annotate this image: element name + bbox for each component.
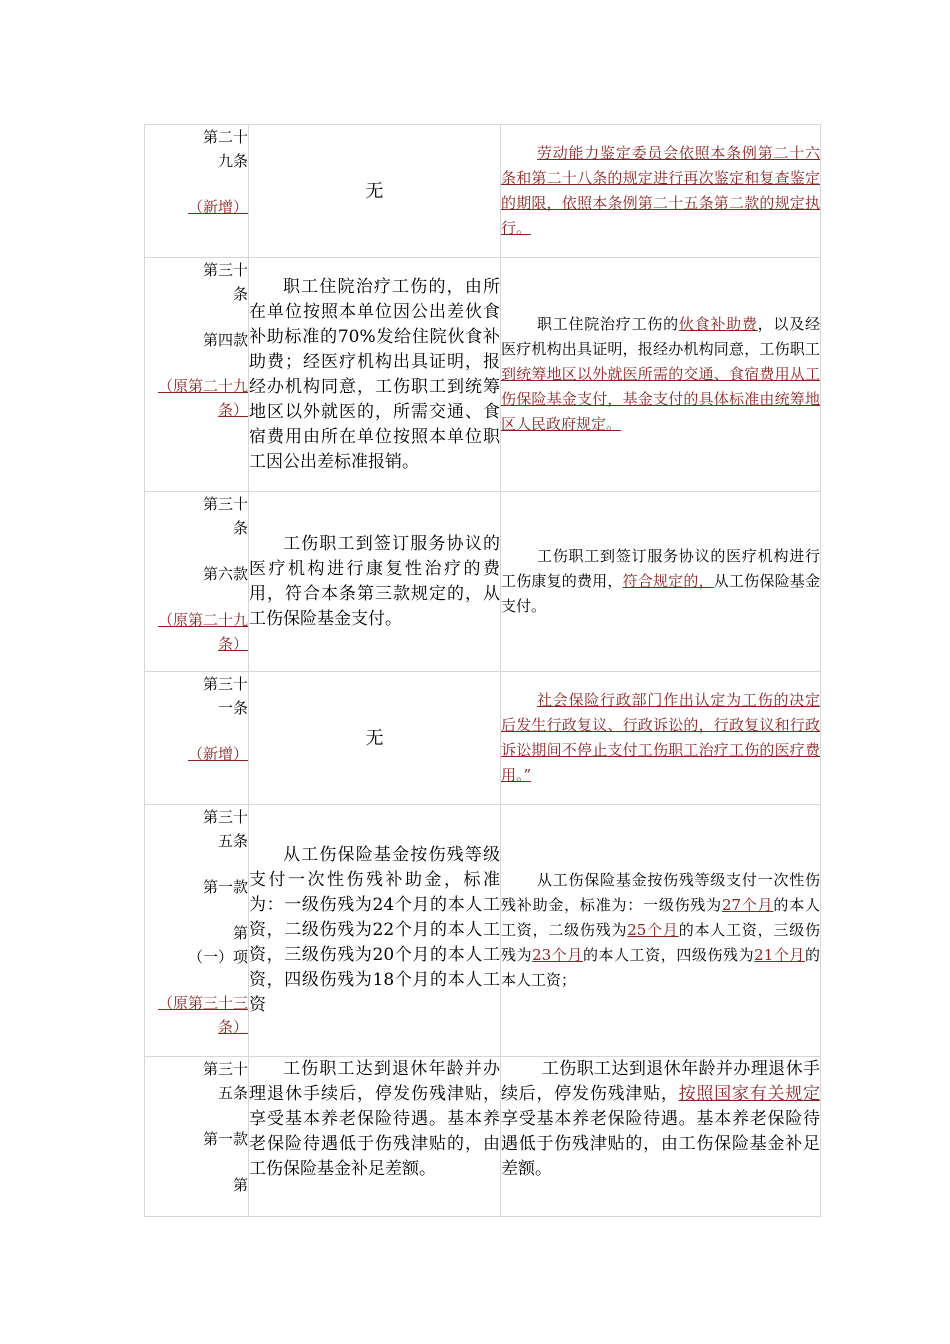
revised-segment: 的本人工资；	[501, 946, 820, 989]
revised-segment: 职工住院治疗工伤的	[537, 315, 679, 333]
article-number: 第一款	[202, 878, 248, 896]
revised-change: 21个月	[754, 946, 805, 964]
article-number: 第一款	[202, 1130, 248, 1148]
original-text: 无	[249, 125, 501, 258]
revised-text	[501, 805, 821, 1057]
article-number: 第三十 五条	[202, 1060, 248, 1102]
revised-text	[501, 258, 821, 492]
table-row	[145, 125, 821, 258]
revised-change: 27个月	[721, 896, 774, 914]
revised-segment: 工伤职工达到退休年龄并办理退休手续后，停发伤残津贴，	[501, 1059, 820, 1104]
article-number: 第 （一）项	[187, 924, 248, 966]
revised-change: 符合规定的，	[622, 572, 714, 590]
article-number: 第	[232, 1176, 248, 1194]
revised-segment: ，以及经医疗机构出具证明，报经办机构同意，工伤职工	[501, 315, 820, 358]
revised-text	[501, 1057, 821, 1217]
revised-change: 23个月	[532, 946, 583, 964]
article-cell	[145, 805, 249, 1057]
revised-segment: 工伤职工到签订服务协议的医疗机构进行工伤康复的费用，	[501, 547, 820, 590]
revised-segment: 的本人工资，三级伤残为	[501, 921, 820, 964]
article-number: 第三十 条	[202, 495, 248, 537]
article-number: 第四款	[202, 331, 248, 349]
original-text: 工伤职工达到退休年龄并办理退休手续后，停发伤残津贴，享受基本养老保险待遇。基本养老保险待遇低于伤残津贴的，由工伤保险基金补足差额。	[249, 1057, 501, 1217]
revised-change: 伙食补助费	[678, 315, 758, 333]
revised-segment: 享受基本养老保险待遇。基本养老保险待遇低于伤残津贴的，由工伤保险基金补足差额。	[501, 1109, 820, 1179]
revised-change: 社会保险行政部门作出认定为工伤的决定后发生行政复议、行政诉讼的，行政复议和行政诉讼期间不停止支付工伤职工治疗工伤的医疗费用。”	[501, 691, 820, 784]
article-note: （原第二十九条）	[157, 611, 248, 653]
table-row	[145, 492, 821, 672]
revised-text	[501, 672, 821, 805]
revised-change: 25个月	[627, 921, 679, 939]
original-text: 职工住院治疗工伤的，由所在单位按照本单位因公出差伙食补助标准的70%发给住院伙食补助费；经医疗机构出具证明，报经办机构同意，工伤职工到统筹地区以外就医的，所需交通、食宿费用由所在单位按照本单位职工因公出差标准报销。	[249, 258, 501, 492]
revised-segment: 的本人工资，二级伤残为	[501, 896, 820, 939]
revised-change: 按照国家有关规定	[678, 1084, 821, 1104]
original-text: 工伤职工到签订服务协议的医疗机构进行康复性治疗的费用，符合本条第三款规定的，从工伤保险基金支付。	[249, 492, 501, 672]
table-row	[145, 1057, 821, 1217]
article-note: （新增）	[187, 198, 248, 216]
article-number: 第三十 五条	[202, 808, 248, 850]
revised-change: 劳动能力鉴定委员会依照本条例第二十六条和第二十八条的规定进行再次鉴定和复查鉴定的期限，依照本条例第二十五条第二款的规定执行。	[501, 144, 820, 237]
table-row	[145, 258, 821, 492]
comparison-table	[144, 124, 821, 1217]
revised-text	[501, 125, 821, 258]
revised-segment: 从工伤保险基金按伤残等级支付一次性伤残补助金，标准为：一级伤残为	[501, 871, 820, 914]
article-cell	[145, 1057, 249, 1217]
article-cell	[145, 125, 249, 258]
original-text: 从工伤保险基金按伤残等级支付一次性伤残补助金，标准为：一级伤残为24个月的本人工资，二级伤残为22个月的本人工资，三级伤残为20个月的本人工资，四级伤残为18个月的本人工资	[249, 805, 501, 1057]
article-cell	[145, 492, 249, 672]
revised-segment: 从工伤保险基金支付。	[501, 572, 820, 615]
table-row	[145, 805, 821, 1057]
article-number: 第二十 九条	[202, 128, 248, 170]
article-note: （原第三十三条）	[157, 994, 248, 1036]
revised-text	[501, 492, 821, 672]
article-number: 第三十 一条	[202, 675, 248, 717]
article-cell	[145, 672, 249, 805]
article-note: （原第二十九条）	[157, 377, 248, 419]
article-note: （新增）	[187, 745, 248, 763]
article-number: 第三十 条	[202, 261, 248, 303]
article-number: 第六款	[202, 565, 248, 583]
original-text: 无	[249, 672, 501, 805]
table-row	[145, 672, 821, 805]
article-cell	[145, 258, 249, 492]
revised-segment: 的本人工资，四级伤残为	[582, 946, 755, 964]
revised-change: 到统筹地区以外就医所需的交通、食宿费用从工伤保险基金支付，基金支付的具体标准由统筹地区人民政府规定。	[501, 365, 820, 433]
